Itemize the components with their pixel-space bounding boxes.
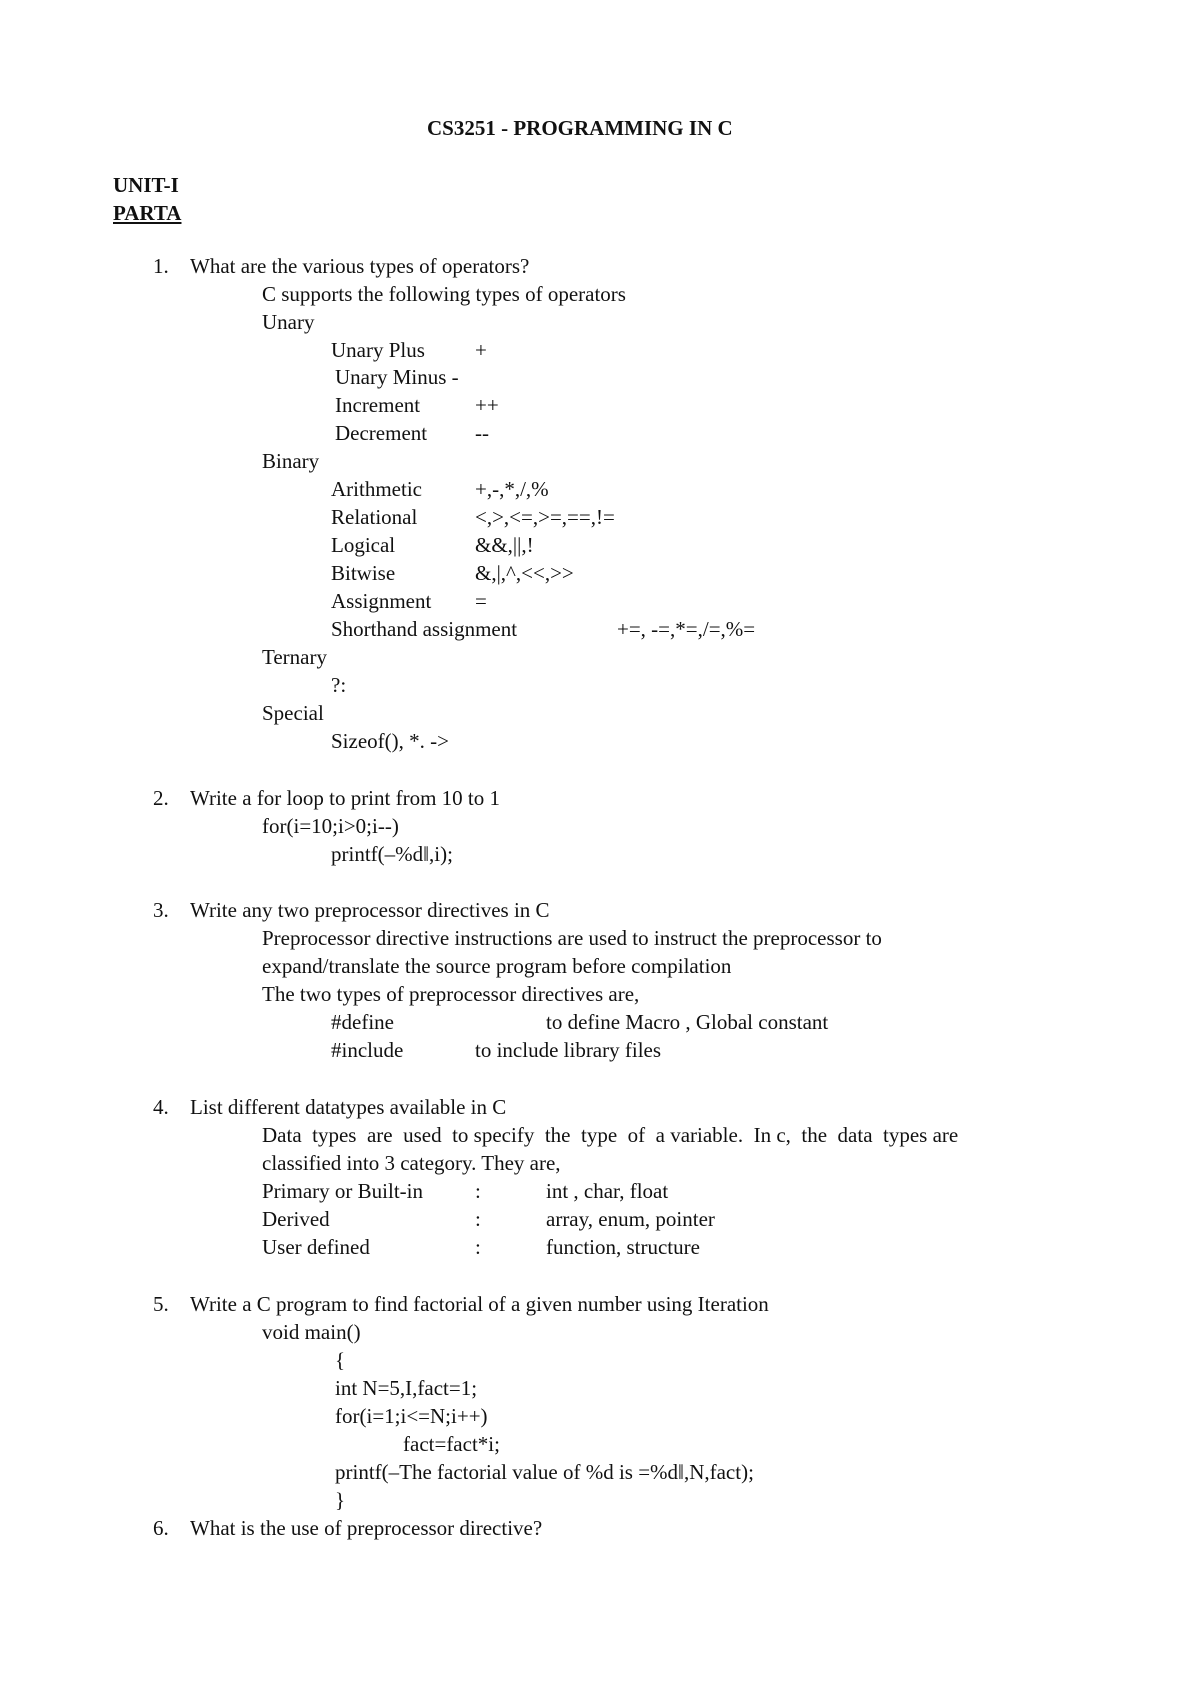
datatype-name: Primary or Built-in (262, 1179, 423, 1203)
operator-symbol: +,-,*,/,% (475, 477, 549, 501)
answer-line: The two types of preprocessor directives are, (262, 982, 640, 1006)
datatype-name: User defined (262, 1235, 370, 1259)
datatype-desc: array, enum, pointer (546, 1207, 715, 1231)
operator-symbol: = (475, 589, 487, 613)
operator-name: Increment (335, 393, 421, 417)
category-label: Ternary (262, 645, 327, 669)
operator-name: Assignment (331, 589, 432, 613)
operator-symbol: + (475, 338, 487, 362)
operator-name: Shorthand assignment (331, 617, 518, 641)
page-title: CS3251 - PROGRAMMING IN C (427, 116, 733, 140)
code-line: int N=5,I,fact=1; (335, 1376, 478, 1400)
operator-name: Unary Minus - (335, 365, 459, 389)
operator-symbol: Sizeof(), *. -> (331, 729, 449, 753)
question-text: Write a for loop to print from 10 to 1 (190, 786, 501, 810)
code-line: { (335, 1348, 346, 1372)
operator-symbol: &&,||,! (475, 533, 534, 557)
category-label: Special (262, 701, 324, 725)
answer-line: classified into 3 category. They are, (262, 1151, 561, 1175)
datatype-name: Derived (262, 1207, 330, 1231)
operator-symbol: ?: (331, 673, 347, 697)
operator-symbol: <,>,<=,>=,==,!= (475, 505, 615, 529)
answer-line: C supports the following types of operators (262, 282, 626, 306)
answer-line: Preprocessor directive instructions are used to instruct the preprocessor to (262, 926, 882, 950)
question-text: What are the various types of operators? (190, 254, 530, 278)
question-number: 2. (153, 786, 169, 810)
directive-desc: to define Macro , Global constant (546, 1010, 829, 1034)
unit-heading: UNIT-I (113, 173, 179, 197)
directive-desc: to include library files (475, 1038, 662, 1062)
datatype-sep: : (475, 1207, 481, 1231)
operator-name: Decrement (335, 421, 428, 445)
operator-name: Unary Plus (331, 338, 425, 362)
question-text: Write a C program to find factorial of a given number using Iteration (190, 1292, 769, 1316)
category-label: Unary (262, 310, 315, 334)
part-heading: PARTA (113, 201, 182, 225)
code-line: printf(–The factorial value of %d is =%d‖,N,fact); (335, 1460, 754, 1484)
operator-name: Arithmetic (331, 477, 422, 501)
answer-line: expand/translate the source program before compilation (262, 954, 732, 978)
operator-symbol: ++ (475, 393, 499, 417)
question-text: Write any two preprocessor directives in C (190, 898, 550, 922)
datatype-sep: : (475, 1179, 481, 1203)
operator-name: Bitwise (331, 561, 396, 585)
operator-name: Logical (331, 533, 396, 557)
operator-symbol: &,|,^,<<,>> (475, 561, 574, 585)
code-line: for(i=10;i>0;i--) (262, 814, 399, 838)
code-line: fact=fact*i; (403, 1432, 500, 1456)
operator-symbol: +=, -=,*=,/=,%= (617, 617, 756, 641)
question-number: 6. (153, 1516, 169, 1540)
answer-line: Data types are used to specify the type of a variable. In c, the data types are (262, 1123, 959, 1147)
code-line: void main() (262, 1320, 361, 1344)
directive-name: #define (331, 1010, 394, 1034)
datatype-sep: : (475, 1235, 481, 1259)
code-line: for(i=1;i<=N;i++) (335, 1404, 488, 1428)
question-number: 4. (153, 1095, 169, 1119)
question-number: 3. (153, 898, 169, 922)
operator-symbol: -- (475, 421, 489, 445)
datatype-desc: function, structure (546, 1235, 700, 1259)
question-number: 1. (153, 254, 169, 278)
operator-name: Relational (331, 505, 418, 529)
code-line: printf(–%d‖,i); (331, 842, 453, 866)
category-label: Binary (262, 449, 320, 473)
question-number: 5. (153, 1292, 169, 1316)
question-text: List different datatypes available in C (190, 1095, 507, 1119)
question-text: What is the use of preprocessor directive? (190, 1516, 543, 1540)
directive-name: #include (331, 1038, 404, 1062)
code-line: } (335, 1488, 346, 1512)
datatype-desc: int , char, float (546, 1179, 669, 1203)
